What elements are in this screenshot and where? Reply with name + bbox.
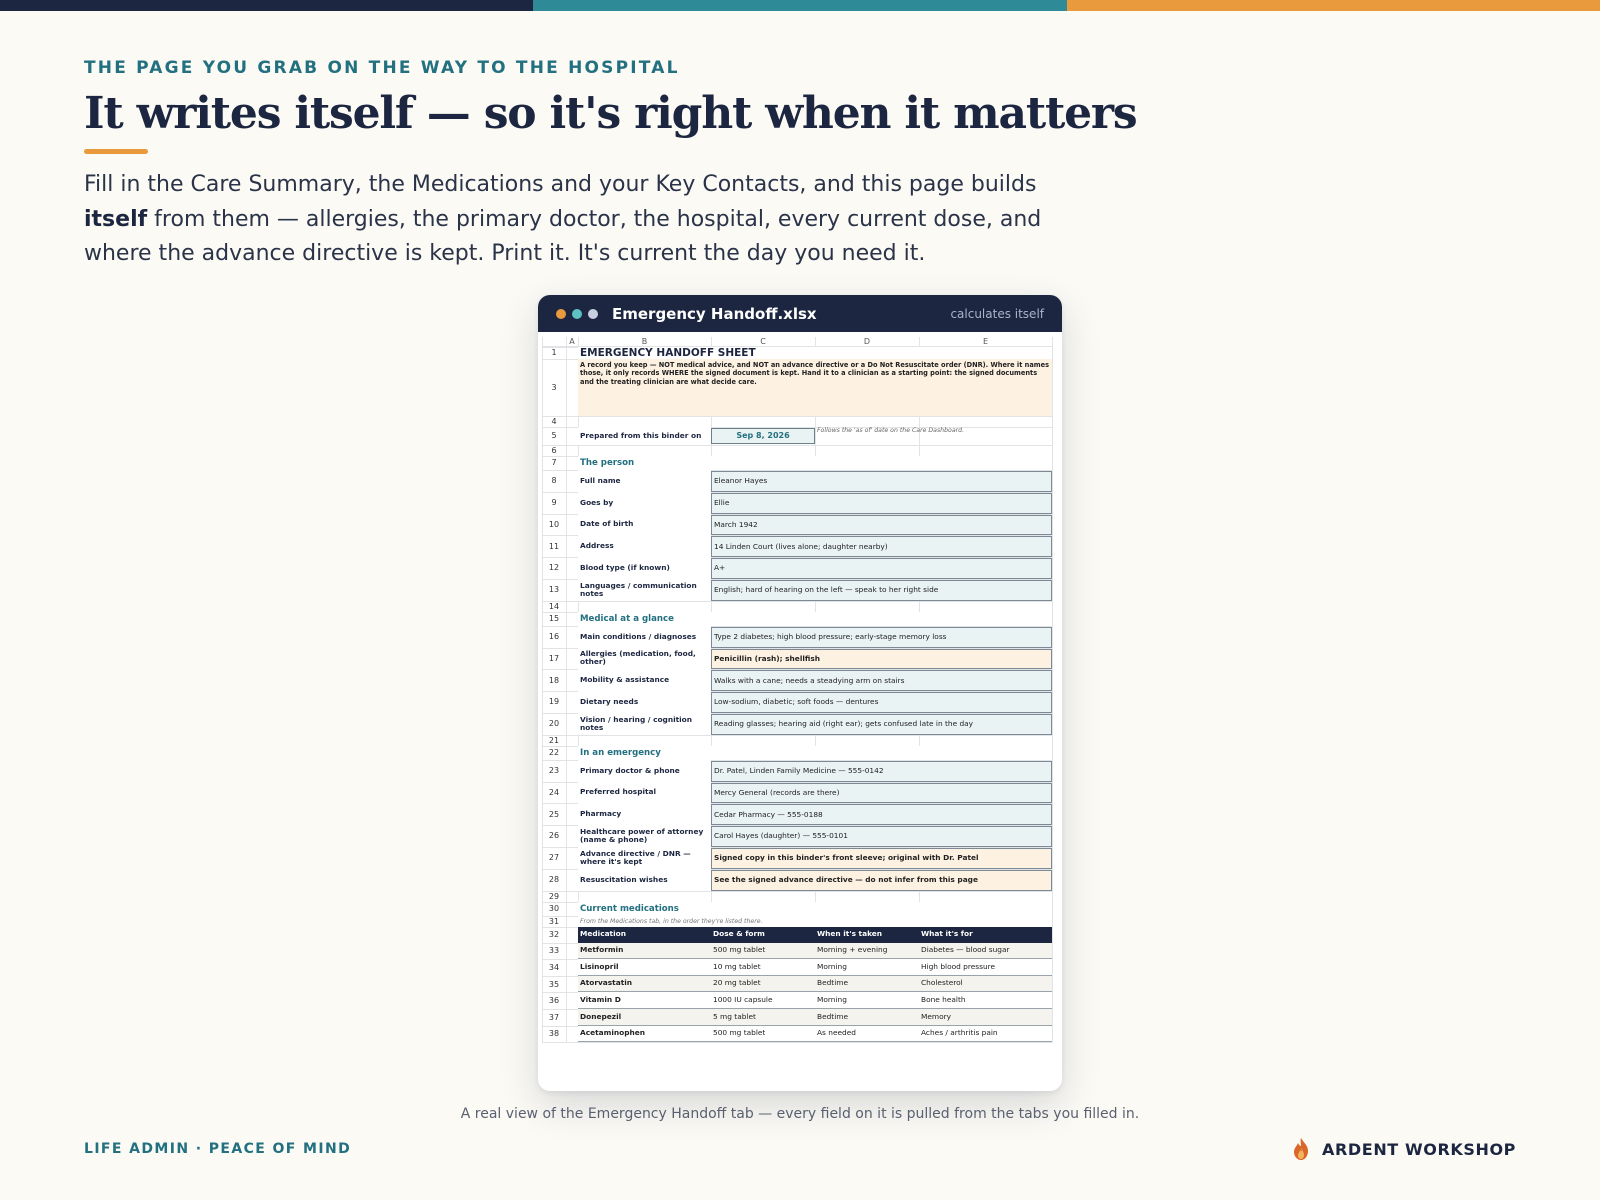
- field-value: Dr. Patel, Linden Family Medicine — 555-0142: [711, 761, 1052, 782]
- row-number: 36: [548, 996, 560, 1006]
- window-subtitle: calculates itself: [950, 306, 1044, 321]
- row-number: 34: [548, 962, 560, 972]
- flame-icon: [1290, 1137, 1312, 1161]
- field-value: Reading glasses; hearing aid (right ear); gets confused late in the day: [711, 714, 1052, 735]
- field-label: Goes by: [578, 492, 711, 514]
- field-label: Date of birth: [578, 514, 711, 536]
- lede-paragraph: [84, 168, 1044, 272]
- window-title: Emergency Handoff.xlsx: [612, 304, 817, 323]
- row-number: 31: [548, 916, 560, 926]
- sheet-disclaimer: A record you keep — NOT medical advice, and NOT an advance directive or a Do Not Resuscitate order (DNR). Where it names those, it only records WHERE the signed document is kept. Hand it to a clinician as a starting point: the signed documents and the treating clinician are what decide care.: [578, 359, 1052, 416]
- row-number: 33: [548, 946, 560, 956]
- meds-note: From the Medications tab, in the order they're listed there.: [578, 916, 1052, 927]
- window-dot-gray-icon[interactable]: [588, 309, 598, 319]
- eyebrow-label: THE PAGE YOU GRAB ON THE WAY TO THE HOSPITAL: [84, 58, 680, 78]
- section-person: The person: [578, 456, 1052, 470]
- grid-line-h: [542, 735, 1052, 736]
- row-number: 3: [551, 382, 557, 392]
- top-accent-bar: [0, 0, 1600, 11]
- med-row-cell: Bedtime: [815, 1009, 919, 1026]
- column-header: B: [641, 337, 648, 347]
- title-underline: [84, 149, 148, 154]
- lede-bold: itself: [84, 206, 148, 232]
- med-row-cell: Morning + evening: [815, 943, 919, 960]
- med-row-cell: Bone health: [919, 992, 1052, 1009]
- row-number: 6: [551, 445, 557, 455]
- field-value: Mercy General (records are there): [711, 783, 1052, 804]
- grid-line-v: [1052, 337, 1053, 1042]
- row-number: 13: [548, 585, 560, 595]
- spreadsheet-window: [538, 295, 1062, 1091]
- row-number: 17: [548, 653, 560, 663]
- row-number: 37: [548, 1012, 560, 1022]
- prepared-note: Follows the 'as of' date on the Care Dashboard.: [817, 427, 965, 434]
- section-medical: Medical at a glance: [578, 612, 1052, 626]
- med-row-cell: Cholesterol: [919, 976, 1052, 993]
- field-value: Penicillin (rash); shellfish: [711, 649, 1052, 670]
- field-label: Blood type (if known): [578, 557, 711, 579]
- med-row-cell: Lisinopril: [578, 959, 711, 976]
- row-number: 28: [548, 875, 560, 885]
- field-label: Primary doctor & phone: [578, 760, 711, 782]
- lede-text-2: from them — allergies, the primary doctor, the hospital, every current dose, and where the advance directive is kept. Print it. It's current the day you need it.: [84, 206, 1042, 266]
- field-label: Pharmacy: [578, 803, 711, 825]
- row-number: 22: [548, 748, 560, 758]
- field-label: Main conditions / diagnoses: [578, 626, 711, 648]
- row-number: 32: [548, 930, 560, 939]
- footer-brand: [1290, 1137, 1516, 1161]
- row-number: 11: [548, 541, 560, 551]
- row-number: 15: [548, 614, 560, 624]
- grid-line-h: [542, 416, 1052, 417]
- row-number: 20: [548, 719, 560, 729]
- row-number: 1: [551, 348, 557, 358]
- med-row-cell: Atorvastatin: [578, 976, 711, 993]
- prepared-label: Prepared from this binder on: [578, 427, 711, 445]
- grid-line-h: [542, 445, 1052, 446]
- row-number: 24: [548, 787, 560, 797]
- med-table-header: Dose & form: [711, 927, 815, 943]
- med-row-cell: Vitamin D: [578, 992, 711, 1009]
- field-value: A+: [711, 558, 1052, 579]
- field-label: Advance directive / DNR — where it's kept: [578, 847, 711, 869]
- med-row-cell: 500 mg tablet: [711, 943, 815, 960]
- sheet-title: EMERGENCY HANDOFF SHEET: [578, 347, 1052, 359]
- window-titlebar: [538, 295, 1062, 332]
- med-row-cell: Aches / arthritis pain: [919, 1026, 1052, 1043]
- med-row-cell: 10 mg tablet: [711, 959, 815, 976]
- row-number: 38: [548, 1029, 560, 1039]
- med-row-cell: High blood pressure: [919, 959, 1052, 976]
- row-number: 7: [551, 458, 557, 468]
- row-number: 16: [548, 632, 560, 642]
- field-label: Resuscitation wishes: [578, 869, 711, 891]
- med-table-header: What it's for: [919, 927, 1052, 943]
- med-row-cell: Acetaminophen: [578, 1026, 711, 1043]
- accent-segment-orange: [1067, 0, 1600, 11]
- brand-name: ARDENT WORKSHOP: [1322, 1139, 1516, 1159]
- field-value: Cedar Pharmacy — 555-0188: [711, 804, 1052, 825]
- lede-text-1: Fill in the Care Summary, the Medications and your Key Contacts, and this page builds: [84, 172, 1037, 197]
- column-header: C: [760, 337, 766, 347]
- med-row-cell: 20 mg tablet: [711, 976, 815, 993]
- footer-tagline: LIFE ADMIN · PEACE OF MIND: [84, 1141, 352, 1157]
- med-row-cell: Metformin: [578, 943, 711, 960]
- accent-segment-navy: [0, 0, 533, 11]
- row-number: 30: [548, 904, 560, 913]
- field-value: March 1942: [711, 515, 1052, 536]
- spreadsheet-grid: [542, 337, 1058, 1091]
- section-emergency: In an emergency: [578, 746, 1052, 760]
- accent-segment-teal: [533, 0, 1066, 11]
- field-value: See the signed advance directive — do not infer from this page: [711, 870, 1052, 891]
- med-row-cell: Diabetes — blood sugar: [919, 943, 1052, 960]
- field-label: Allergies (medication, food, other): [578, 648, 711, 670]
- row-number: 18: [548, 675, 560, 685]
- field-label: Preferred hospital: [578, 782, 711, 804]
- row-number: 8: [551, 476, 557, 486]
- row-number: 9: [551, 498, 557, 508]
- field-label: Languages / communication notes: [578, 579, 711, 601]
- field-value: Walks with a cane; needs a steadying arm on stairs: [711, 670, 1052, 691]
- field-label: Full name: [578, 470, 711, 492]
- row-number: 4: [551, 416, 557, 426]
- row-number: 25: [548, 809, 560, 819]
- field-value: Carol Hayes (daughter) — 555-0101: [711, 826, 1052, 847]
- prepared-date: Sep 8, 2026: [711, 428, 815, 444]
- field-label: Address: [578, 535, 711, 557]
- field-value: Signed copy in this binder's front sleeve; original with Dr. Patel: [711, 848, 1052, 869]
- row-number: 21: [548, 735, 560, 745]
- grid-line-v: [566, 337, 567, 1042]
- row-number: 26: [548, 831, 560, 841]
- row-number: 10: [548, 519, 560, 529]
- row-number: 27: [548, 853, 560, 863]
- column-header: A: [569, 337, 575, 347]
- window-dot-orange-icon[interactable]: [556, 309, 566, 319]
- row-number: 12: [548, 563, 560, 573]
- med-row-cell: 5 mg tablet: [711, 1009, 815, 1026]
- row-number: 14: [548, 601, 560, 611]
- med-row-cell: Morning: [815, 959, 919, 976]
- row-number: 5: [551, 431, 557, 441]
- grid-line-h: [542, 601, 1052, 602]
- grid-line-h: [542, 891, 1052, 892]
- med-row-cell: Morning: [815, 992, 919, 1009]
- row-number: 19: [548, 697, 560, 707]
- grid-line-h: [542, 1042, 1052, 1043]
- med-row-cell: 1000 IU capsule: [711, 992, 815, 1009]
- field-value: Type 2 diabetes; high blood pressure; early-stage memory loss: [711, 627, 1052, 648]
- page-title: It writes itself — so it's right when it matters: [84, 88, 1137, 139]
- med-row-cell: Memory: [919, 1009, 1052, 1026]
- med-row-cell: 500 mg tablet: [711, 1026, 815, 1043]
- field-label: Healthcare power of attorney (name & phone): [578, 825, 711, 847]
- med-table-header: When it's taken: [815, 927, 919, 943]
- column-header: E: [982, 337, 989, 347]
- field-label: Vision / hearing / cognition notes: [578, 713, 711, 735]
- field-label: Mobility & assistance: [578, 669, 711, 691]
- field-value: Ellie: [711, 493, 1052, 514]
- section-medications: Current medications: [578, 902, 1052, 916]
- med-row-cell: Donepezil: [578, 1009, 711, 1026]
- screenshot-caption: A real view of the Emergency Handoff tab — every field on it is pulled from the tabs you filled in.: [460, 1106, 1140, 1122]
- field-label: Dietary needs: [578, 691, 711, 713]
- field-value: Low-sodium, diabetic; soft foods — dentures: [711, 692, 1052, 713]
- med-table-header: Medication: [578, 927, 711, 943]
- med-row-cell: As needed: [815, 1026, 919, 1043]
- field-value: Eleanor Hayes: [711, 471, 1052, 492]
- row-number: 23: [548, 766, 560, 776]
- window-dot-teal-icon[interactable]: [572, 309, 582, 319]
- row-number: 35: [548, 979, 560, 989]
- column-header: D: [863, 337, 871, 347]
- row-number: 29: [548, 891, 560, 901]
- med-row-cell: Bedtime: [815, 976, 919, 993]
- field-value: English; hard of hearing on the left — speak to her right side: [711, 580, 1052, 601]
- field-value: 14 Linden Court (lives alone; daughter nearby): [711, 536, 1052, 557]
